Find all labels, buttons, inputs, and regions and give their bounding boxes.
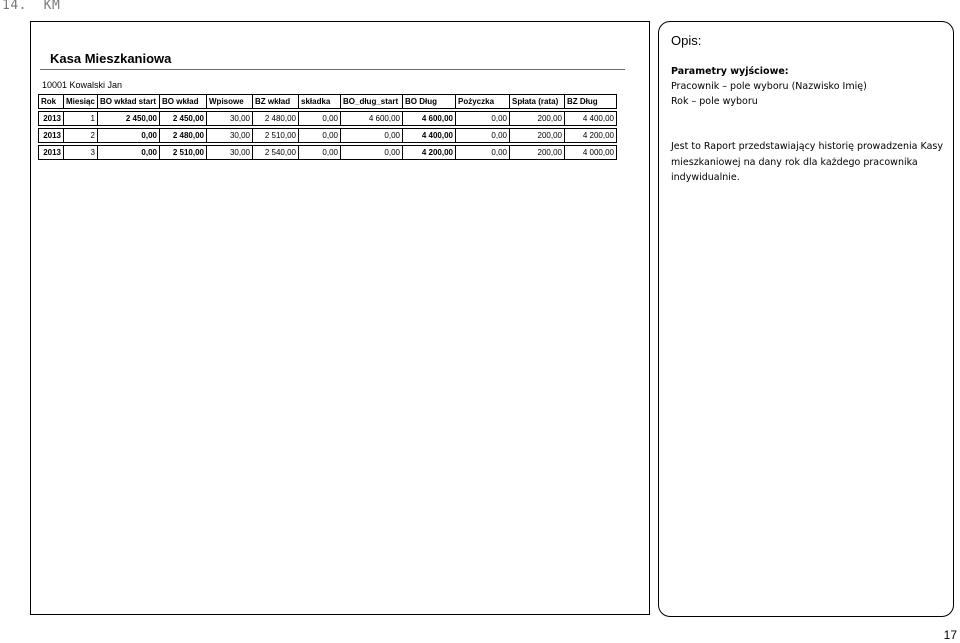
table-cell: 4 200,00 — [564, 128, 617, 143]
table-cell: 0,00 — [455, 111, 509, 126]
table-cell: 4 400,00 — [564, 111, 617, 126]
table-cell: 0,00 — [455, 128, 509, 143]
description-title: Opis: — [671, 33, 702, 48]
table-row — [38, 128, 617, 143]
table-cell: 2 — [63, 128, 97, 143]
column-header: składka — [298, 94, 340, 109]
table-cell: 3 — [63, 145, 97, 160]
title-divider — [40, 69, 625, 70]
description-text: Jest to Raport przedstawiający historię prowadzenia Kasy mieszkaniowej na dany rok dla każdego pracownika indywidualnie. — [671, 141, 943, 183]
table-cell: 2013 — [38, 111, 63, 126]
column-header: BO wkład — [159, 94, 206, 109]
table-header-row — [38, 94, 617, 109]
column-header: Wpisowe — [206, 94, 252, 109]
table-cell: 2 480,00 — [252, 111, 298, 126]
table-cell: 4 000,00 — [564, 145, 617, 160]
section-heading: 14. KM — [2, 0, 61, 13]
table-cell: 0,00 — [97, 145, 159, 160]
column-header: BZ wkład — [252, 94, 298, 109]
report-title: Kasa Mieszkaniowa — [50, 51, 172, 66]
parameter-employee: Pracownik – pole wyboru (Nazwisko Imię) — [671, 81, 867, 92]
column-header: Rok — [38, 94, 63, 109]
table-cell: 4 600,00 — [402, 111, 455, 126]
column-header: Miesiąc — [63, 94, 97, 109]
table-cell: 30,00 — [206, 111, 252, 126]
table-cell: 2 450,00 — [159, 111, 206, 126]
table-cell: 0,00 — [298, 111, 340, 126]
table-cell: 30,00 — [206, 145, 252, 160]
description-panel — [658, 21, 954, 617]
table-cell: 200,00 — [509, 111, 564, 126]
table-cell: 2 540,00 — [252, 145, 298, 160]
table-row — [38, 145, 617, 160]
parameters-header: Parametry wyjściowe: — [671, 66, 789, 77]
column-header: BZ Dług — [564, 94, 617, 109]
column-header: BO_dług_start — [340, 94, 402, 109]
employee-label: 10001 Kowalski Jan — [42, 80, 123, 90]
table-cell: 4 400,00 — [402, 128, 455, 143]
table-cell: 0,00 — [298, 128, 340, 143]
column-header: Spłata (rata) — [509, 94, 564, 109]
table-cell: 2013 — [38, 128, 63, 143]
table-cell: 0,00 — [340, 145, 402, 160]
column-header: BO Dług — [402, 94, 455, 109]
table-cell: 0,00 — [298, 145, 340, 160]
table-cell: 2 510,00 — [252, 128, 298, 143]
table-cell: 0,00 — [340, 128, 402, 143]
table-cell: 1 — [63, 111, 97, 126]
table-cell: 200,00 — [509, 145, 564, 160]
table-cell: 2 510,00 — [159, 145, 206, 160]
table-row — [38, 111, 617, 126]
parameters-block — [671, 64, 867, 109]
kasa-table — [38, 94, 617, 160]
table-cell: 2013 — [38, 145, 63, 160]
table-cell: 30,00 — [206, 128, 252, 143]
table-cell: 200,00 — [509, 128, 564, 143]
table-cell: 4 600,00 — [340, 111, 402, 126]
parameter-year: Rok – pole wyboru — [671, 96, 758, 107]
page-number: 17 — [943, 628, 957, 642]
table-cell: 4 200,00 — [402, 145, 455, 160]
table-cell: 0,00 — [455, 145, 509, 160]
table-cell: 2 450,00 — [97, 111, 159, 126]
column-header: BO wkład start — [97, 94, 159, 109]
table-cell: 2 480,00 — [159, 128, 206, 143]
column-header: Pożyczka — [455, 94, 509, 109]
table-cell: 0,00 — [97, 128, 159, 143]
